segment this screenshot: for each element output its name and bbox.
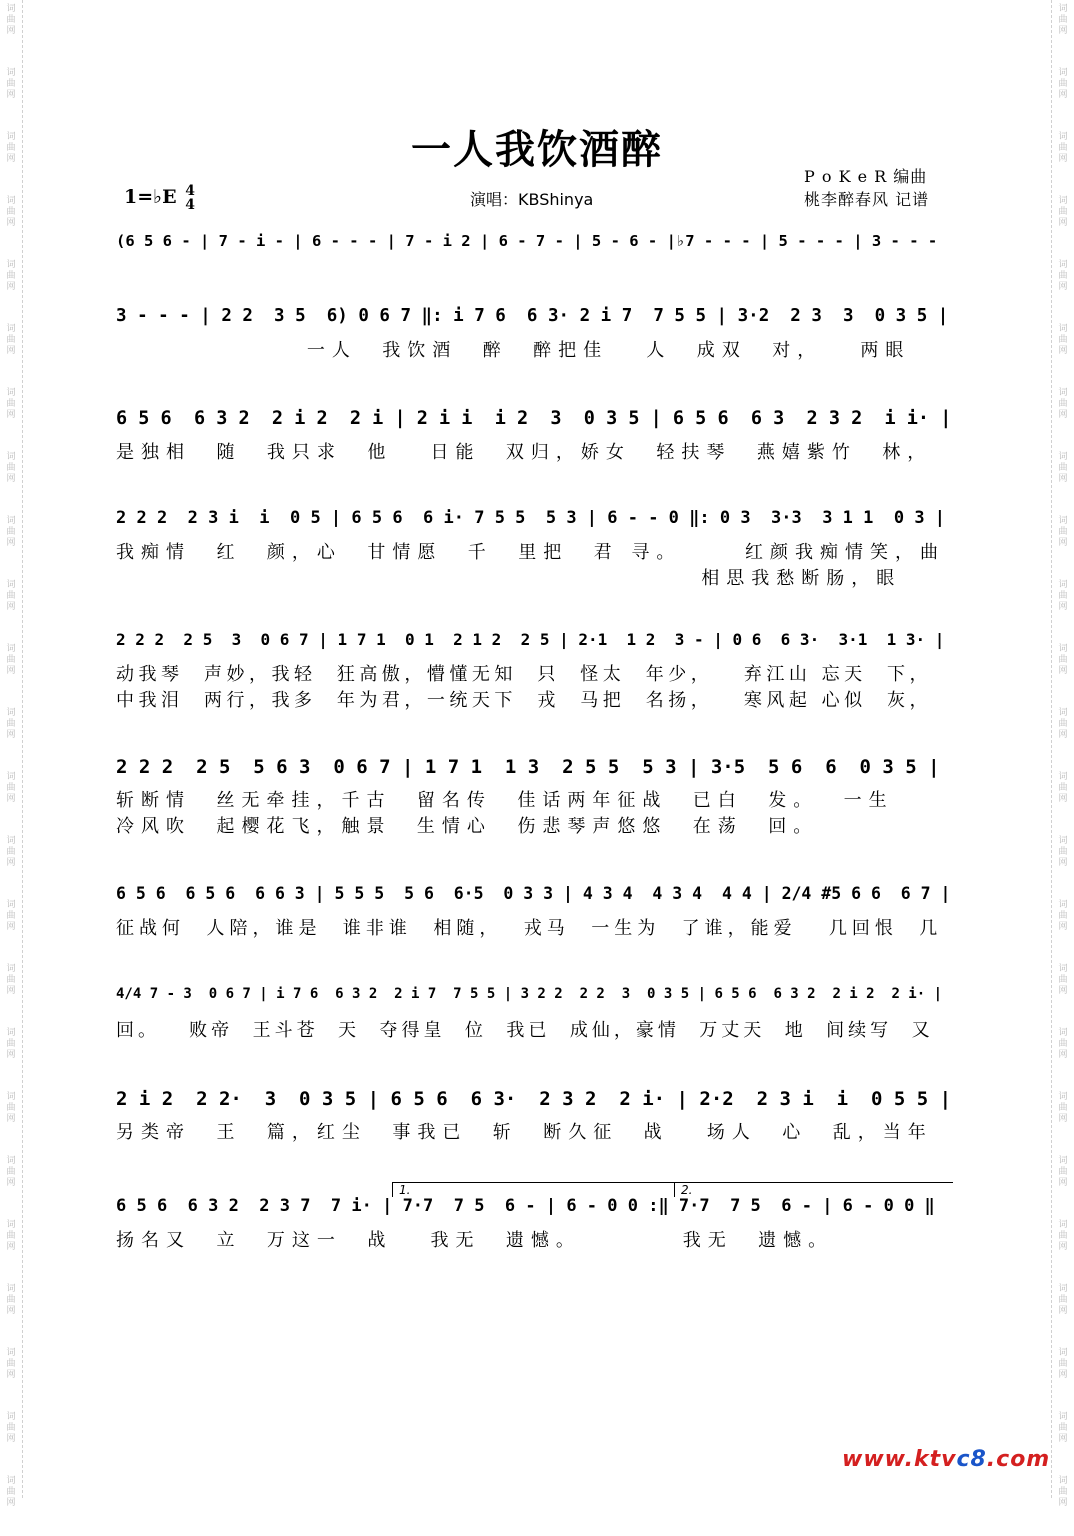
- watermark-stamp: [0, 1408, 22, 1472]
- watermark-glyph: 曲: [6, 399, 16, 409]
- watermark-glyph: 网: [6, 730, 16, 740]
- watermark-glyph: 曲: [6, 271, 16, 281]
- watermark-glyph: 曲: [1058, 207, 1068, 217]
- watermark-glyph: 网: [1058, 1178, 1068, 1188]
- watermark-stamp: [1052, 576, 1074, 640]
- watermark-glyph: 词: [6, 1348, 16, 1358]
- watermark-glyph: 曲: [6, 655, 16, 665]
- watermark-glyph: 词: [6, 68, 16, 78]
- watermark-glyph: 词: [1058, 836, 1068, 846]
- watermark-glyph: 网: [1058, 410, 1068, 420]
- notation-line: 2 2 2 2 5 5 6 3 0 6 7 | 1 7 1 1 3 2 5 5 5 3 | 3·5 5 6 6 0 3 5 |: [116, 756, 940, 778]
- watermark-glyph: 网: [1058, 346, 1068, 356]
- watermark-glyph: 词: [6, 132, 16, 142]
- watermark-stamp: [1052, 320, 1074, 384]
- lyric-line: 我痴情 红 颜，心 甘情愿 千 里把 君 寻。 红颜我痴情笑，曲: [116, 542, 945, 563]
- watermark-glyph: 词: [1058, 68, 1068, 78]
- watermark-glyph: 曲: [6, 1231, 16, 1241]
- watermark-glyph: 词: [1058, 1156, 1068, 1166]
- watermark-glyph: 网: [6, 218, 16, 228]
- notation-line: 2 i 2 2 2· 3 0 3 5 | 6 5 6 6 3· 2 3 2 2 i· | 2·2 2 3 i i 0 5 5 |: [116, 1088, 952, 1110]
- watermark-stamp: [1052, 384, 1074, 448]
- watermark-glyph: 曲: [6, 79, 16, 89]
- watermark-glyph: 网: [6, 666, 16, 676]
- watermark-glyph: 网: [6, 858, 16, 868]
- watermark-glyph: 网: [1058, 1434, 1068, 1444]
- watermark-glyph: 曲: [6, 719, 16, 729]
- watermark-glyph: 曲: [6, 335, 16, 345]
- watermark-glyph: 词: [6, 772, 16, 782]
- watermark-glyph: 词: [6, 1284, 16, 1294]
- watermark-glyph: 曲: [6, 207, 16, 217]
- watermark-stamp: [0, 1344, 22, 1408]
- watermark-glyph: 曲: [6, 911, 16, 921]
- watermark-glyph: 曲: [1058, 399, 1068, 409]
- notation-line: 6 5 6 6 5 6 6 6 3 | 5 5 5 5 6 6·5 0 3 3 | 4 3 4 4 3 4 4 4 | 2/4 #5 6 6 6 7 |: [116, 884, 951, 903]
- watermark-glyph: 词: [1058, 900, 1068, 910]
- watermark-glyph: 网: [6, 1370, 16, 1380]
- site-brand-a: ktv: [913, 1447, 957, 1472]
- time-bottom: 4: [185, 197, 195, 213]
- watermark-stamp: [1052, 256, 1074, 320]
- notation-line: 4/4 7 - 3 0 6 7 | i 7 6 6 3 2 2 i 7 7 5 5 | 3 2 2 2 2 3 0 3 5 | 6 5 6 6 3 2 2 i 2 2 i· |: [116, 986, 943, 1002]
- watermark-stamp: [1052, 960, 1074, 1024]
- watermark-glyph: 曲: [1058, 1295, 1068, 1305]
- watermark-glyph: 词: [1058, 1348, 1068, 1358]
- watermark-glyph: 词: [6, 708, 16, 718]
- watermark-glyph: 曲: [1058, 271, 1068, 281]
- watermark-glyph: 曲: [6, 1487, 16, 1497]
- watermark-glyph: 曲: [6, 591, 16, 601]
- score-system: [116, 630, 952, 712]
- watermark-glyph: 曲: [6, 1103, 16, 1113]
- watermark-glyph: 词: [1058, 324, 1068, 334]
- watermark-glyph: 词: [1058, 1476, 1068, 1486]
- watermark-glyph: 词: [6, 1092, 16, 1102]
- watermark-glyph: 网: [6, 1434, 16, 1444]
- score-system: [116, 408, 952, 464]
- watermark-glyph: 网: [6, 1114, 16, 1124]
- watermark-glyph: 网: [1058, 538, 1068, 548]
- watermark-glyph: 网: [1058, 986, 1068, 996]
- watermark-glyph: 词: [1058, 644, 1068, 654]
- watermark-stamp: [1052, 832, 1074, 896]
- watermark-glyph: 网: [1058, 794, 1068, 804]
- watermark-glyph: 网: [6, 282, 16, 292]
- watermark-glyph: 曲: [1058, 15, 1068, 25]
- lyric-line: 动我琴 声妙，我轻 狂高傲，懵懂无知 只 怪太 年少， 弃江山 忘天 下，: [116, 664, 933, 685]
- watermark-stamp: [0, 704, 22, 768]
- watermark-glyph: 曲: [1058, 143, 1068, 153]
- watermark-glyph: 词: [6, 1476, 16, 1486]
- notation-line: 6 5 6 6 3 2 2 3 7 7 i· | 7·7 7 5 6 - | 6 - 0 0 :‖ 7·7 7 5 6 - | 6 - 0 0 ‖: [116, 1196, 935, 1216]
- watermark-glyph: 曲: [1058, 79, 1068, 89]
- notation-line: 2 2 2 2 3 i i 0 5 | 6 5 6 6 i· 7 5 5 5 3 | 6 - - 0 ‖: 0 3 3·3 3 1 1 0 3 |: [116, 508, 946, 528]
- watermark-glyph: 词: [6, 580, 16, 590]
- site-suffix: .com: [986, 1447, 1051, 1472]
- watermark-stamp: [1052, 1408, 1074, 1472]
- watermark-glyph: 词: [1058, 580, 1068, 590]
- watermark-stamp: [1052, 1088, 1074, 1152]
- watermark-stamp: [1052, 1216, 1074, 1280]
- key-signature: [124, 184, 195, 212]
- watermark-glyph: 网: [6, 1050, 16, 1060]
- watermark-glyph: 词: [1058, 132, 1068, 142]
- score-system: [116, 232, 952, 262]
- watermark-stamp: [0, 192, 22, 256]
- watermark-glyph: 词: [6, 324, 16, 334]
- watermark-glyph: 词: [1058, 1284, 1068, 1294]
- watermark-glyph: 网: [1058, 666, 1068, 676]
- notation-line: 2 2 2 2 5 3 0 6 7 | 1 7 1 0 1 2 1 2 2 5 | 2·1 1 2 3 - | 0 6 6 3· 3·1 1 3· |: [116, 630, 945, 649]
- watermark-glyph: 网: [6, 1498, 16, 1508]
- right-watermark-strip: [1051, 0, 1074, 1508]
- watermark-glyph: 网: [1058, 858, 1068, 868]
- watermark-stamp: [1052, 1152, 1074, 1216]
- watermark-glyph: 曲: [1058, 527, 1068, 537]
- watermark-glyph: 网: [1058, 1114, 1068, 1124]
- watermark-glyph: 网: [6, 90, 16, 100]
- watermark-stamp: [0, 576, 22, 640]
- watermark-glyph: 曲: [1058, 975, 1068, 985]
- lyric-line: 中我泪 两行，我多 年为君，一统天下 戎 马把 名扬， 寒风起 心似 灰，: [116, 690, 933, 711]
- transcriber-credit: 桃李醉春风 记谱: [804, 190, 930, 209]
- lyric-line: 是独相 随 我只求 他 日能 双归，娇女 轻扶琴 燕嬉紫竹 林，: [116, 442, 933, 463]
- notation-line: 6 5 6 6 3 2 2 i 2 2 i | 2 i i i 2 3 0 3 5 | 6 5 6 6 3 2 3 2 i i· |: [116, 408, 952, 429]
- watermark-stamp: [0, 256, 22, 320]
- watermark-glyph: 网: [1058, 218, 1068, 228]
- watermark-glyph: 曲: [1058, 463, 1068, 473]
- singer-credit: 演唱：KBShinya: [470, 190, 594, 209]
- watermark-glyph: 词: [6, 516, 16, 526]
- watermark-glyph: 曲: [1058, 1423, 1068, 1433]
- watermark-glyph: 曲: [6, 783, 16, 793]
- lyric-line: 冷风吹 起樱花飞，触景 生情心 伤悲琴声悠悠 在荡 回。: [116, 816, 819, 837]
- watermark-glyph: 网: [1058, 1498, 1068, 1508]
- watermark-glyph: 曲: [1058, 655, 1068, 665]
- score-system: [116, 508, 952, 590]
- watermark-glyph: 词: [1058, 388, 1068, 398]
- watermark-stamp: [0, 320, 22, 384]
- watermark-glyph: 曲: [1058, 1039, 1068, 1049]
- watermark-glyph: 网: [1058, 1370, 1068, 1380]
- watermark-glyph: 网: [1058, 90, 1068, 100]
- site-brand-b: c8: [956, 1447, 987, 1472]
- watermark-glyph: 网: [6, 1242, 16, 1252]
- score-system: [116, 756, 952, 838]
- watermark-glyph: 词: [1058, 1028, 1068, 1038]
- key-label: 1=♭E: [124, 186, 177, 208]
- watermark-glyph: 曲: [1058, 783, 1068, 793]
- lyric-line: 征战何 人陪，谁是 谁非谁 相随， 戎马 一生为 了谁，能爱 几回恨 几: [116, 918, 943, 939]
- watermark-glyph: 网: [6, 538, 16, 548]
- site-logo[interactable]: [842, 1447, 1050, 1472]
- watermark-stamp: [0, 1280, 22, 1344]
- watermark-stamp: [1052, 768, 1074, 832]
- watermark-glyph: 曲: [6, 463, 16, 473]
- volta-second-label: 2.: [681, 1183, 693, 1197]
- watermark-glyph: 网: [6, 26, 16, 36]
- watermark-glyph: 网: [6, 602, 16, 612]
- watermark-glyph: 词: [1058, 1092, 1068, 1102]
- watermark-glyph: 词: [6, 4, 16, 14]
- lyric-line: 斩断情 丝无牵挂，千古 留名传 佳话两年征战 已白 发。 一生: [116, 790, 894, 811]
- watermark-stamp: [1052, 1024, 1074, 1088]
- left-watermark-strip: [0, 0, 23, 1508]
- watermark-stamp: [1052, 640, 1074, 704]
- watermark-stamp: [0, 448, 22, 512]
- watermark-stamp: [1052, 1344, 1074, 1408]
- watermark-glyph: 词: [1058, 1412, 1068, 1422]
- watermark-glyph: 词: [1058, 516, 1068, 526]
- watermark-glyph: 网: [1058, 1242, 1068, 1252]
- composer-credit: P o K e R 编曲: [804, 167, 928, 186]
- watermark-glyph: 曲: [1058, 911, 1068, 921]
- watermark-stamp: [1052, 0, 1074, 64]
- watermark-glyph: 网: [1058, 26, 1068, 36]
- watermark-glyph: 词: [6, 644, 16, 654]
- watermark-glyph: 曲: [1058, 719, 1068, 729]
- score-system: [116, 1088, 952, 1144]
- watermark-stamp: [1052, 1280, 1074, 1344]
- watermark-stamp: [1052, 512, 1074, 576]
- watermark-glyph: 网: [6, 794, 16, 804]
- watermark-glyph: 词: [1058, 772, 1068, 782]
- watermark-glyph: 词: [6, 900, 16, 910]
- watermark-glyph: 网: [6, 1178, 16, 1188]
- lyric-line: 扬名又 立 万这一 战 我无 遗憾。 我无 遗憾。: [116, 1230, 834, 1251]
- watermark-stamp: [1052, 1472, 1074, 1536]
- time-signature: [185, 184, 195, 212]
- watermark-glyph: 网: [6, 922, 16, 932]
- watermark-glyph: 词: [1058, 708, 1068, 718]
- watermark-glyph: 网: [6, 474, 16, 484]
- watermark-glyph: 曲: [6, 1295, 16, 1305]
- song-title: 一人我饮酒醉: [411, 126, 663, 173]
- notation-line: (6 5 6 - | 7 - i - | 6 - - - | 7 - i 2 | 6 - 7 - | 5 - 6 - |♭7 - - - | 5 - - - | 3 - - -: [116, 232, 938, 250]
- notation-line: 3 - - - | 2 2 3 5 6) 0 6 7 ‖: i 7 6 6 3· 2 i 7 7 5 5 | 3·2 2 3 3 0 3 5 |: [116, 306, 949, 326]
- watermark-glyph: 词: [6, 1156, 16, 1166]
- volta-first-ending: [392, 1182, 675, 1197]
- watermark-glyph: 网: [1058, 1050, 1068, 1060]
- watermark-stamp: [1052, 704, 1074, 768]
- watermark-glyph: 曲: [1058, 1103, 1068, 1113]
- watermark-glyph: 词: [1058, 452, 1068, 462]
- lyric-line: 另类帝 王 篇，红尘 事我已 斩 断久征 战 场人 心 乱，当年: [116, 1122, 933, 1143]
- watermark-stamp: [0, 896, 22, 960]
- watermark-stamp: [0, 1216, 22, 1280]
- watermark-glyph: 曲: [1058, 1359, 1068, 1369]
- lyric-line: 一人 我饮酒 醉 醉把佳 人 成双 对， 两眼: [116, 340, 911, 361]
- watermark-glyph: 网: [6, 410, 16, 420]
- watermark-glyph: 词: [6, 836, 16, 846]
- watermark-stamp: [0, 0, 22, 64]
- score-system: [116, 1196, 952, 1252]
- watermark-glyph: 网: [1058, 730, 1068, 740]
- watermark-glyph: 网: [1058, 1306, 1068, 1316]
- watermark-glyph: 词: [6, 964, 16, 974]
- watermark-glyph: 曲: [6, 847, 16, 857]
- watermark-glyph: 曲: [6, 1423, 16, 1433]
- watermark-glyph: 网: [1058, 282, 1068, 292]
- watermark-glyph: 词: [6, 1028, 16, 1038]
- watermark-glyph: 曲: [6, 143, 16, 153]
- watermark-glyph: 词: [6, 196, 16, 206]
- watermark-glyph: 曲: [6, 975, 16, 985]
- watermark-glyph: 网: [1058, 474, 1068, 484]
- watermark-glyph: 词: [1058, 260, 1068, 270]
- watermark-glyph: 词: [1058, 196, 1068, 206]
- watermark-glyph: 词: [6, 388, 16, 398]
- lyric-line: 相思我愁断肠，眼: [116, 568, 902, 589]
- watermark-stamp: [0, 960, 22, 1024]
- watermark-glyph: 网: [6, 346, 16, 356]
- watermark-glyph: 网: [1058, 922, 1068, 932]
- watermark-stamp: [0, 1024, 22, 1088]
- watermark-stamp: [1052, 192, 1074, 256]
- score-system: [116, 884, 952, 940]
- watermark-glyph: 曲: [6, 527, 16, 537]
- volta-first-label: 1.: [399, 1183, 411, 1197]
- watermark-stamp: [1052, 448, 1074, 512]
- watermark-stamp: [0, 384, 22, 448]
- watermark-glyph: 曲: [6, 1039, 16, 1049]
- watermark-stamp: [0, 640, 22, 704]
- watermark-glyph: 曲: [1058, 847, 1068, 857]
- watermark-glyph: 词: [6, 452, 16, 462]
- watermark-glyph: 网: [6, 154, 16, 164]
- watermark-stamp: [0, 512, 22, 576]
- watermark-glyph: 词: [1058, 1220, 1068, 1230]
- watermark-glyph: 词: [1058, 4, 1068, 14]
- watermark-stamp: [0, 832, 22, 896]
- watermark-glyph: 词: [6, 260, 16, 270]
- watermark-glyph: 曲: [1058, 1231, 1068, 1241]
- watermark-glyph: 曲: [6, 1167, 16, 1177]
- watermark-glyph: 网: [6, 986, 16, 996]
- score-system: [116, 306, 952, 362]
- watermark-stamp: [1052, 896, 1074, 960]
- watermark-glyph: 曲: [1058, 591, 1068, 601]
- watermark-glyph: 曲: [1058, 335, 1068, 345]
- score-system: [116, 986, 952, 1042]
- volta-second-ending: [674, 1182, 953, 1197]
- time-top: 4: [185, 183, 195, 199]
- watermark-glyph: 曲: [1058, 1487, 1068, 1497]
- site-prefix: www.: [842, 1447, 914, 1472]
- watermark-glyph: 网: [1058, 602, 1068, 612]
- watermark-stamp: [0, 1088, 22, 1152]
- watermark-glyph: 曲: [6, 15, 16, 25]
- watermark-glyph: 网: [6, 1306, 16, 1316]
- watermark-stamp: [0, 1472, 22, 1536]
- watermark-glyph: 曲: [6, 1359, 16, 1369]
- watermark-glyph: 词: [6, 1220, 16, 1230]
- watermark-glyph: 词: [6, 1412, 16, 1422]
- watermark-glyph: 网: [1058, 154, 1068, 164]
- watermark-stamp: [0, 1152, 22, 1216]
- watermark-glyph: 词: [1058, 964, 1068, 974]
- lyric-line: 回。 败帝 王斗苍 天 夺得皇 位 我已 成仙，豪情 万丈天 地 间续写 又: [116, 1020, 934, 1041]
- watermark-glyph: 曲: [1058, 1167, 1068, 1177]
- watermark-stamp: [0, 768, 22, 832]
